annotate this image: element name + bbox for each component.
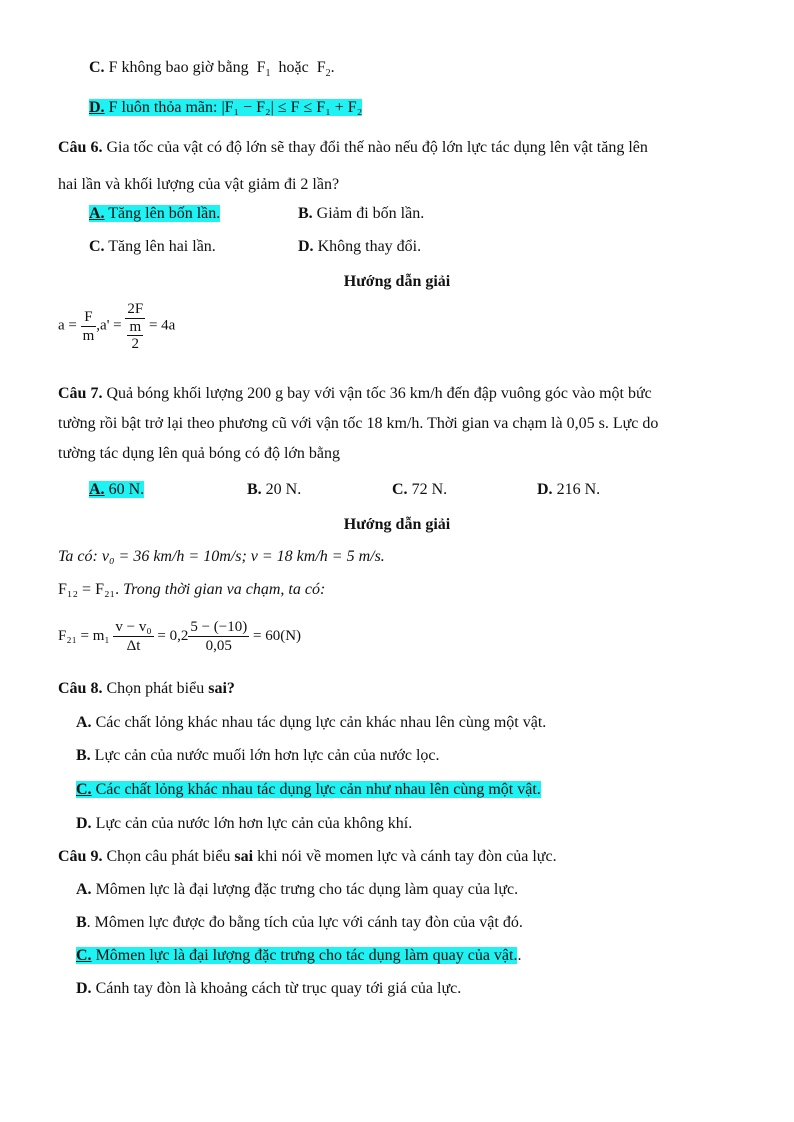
q5-formula: |F₁ − F₂| ≤ F ≤ F₁ + F₂ xyxy=(221,99,363,116)
q8-option-a: A. Các chất lỏng khác nhau tác dụng lực cản khác nhau lên cùng một vật. xyxy=(76,714,547,731)
q5-option-d: D. F luôn thỏa mãn: |F₁ − F₂| ≤ F ≤ F₁ + F₂ xyxy=(89,99,363,116)
q9-option-c: C. Mômen lực là đại lượng đặc trưng cho tác dụng làm quay của vật.. xyxy=(76,947,522,964)
q7-solution-line1: Ta có: v₀ = 36 km/h = 10m/s; v = 18 km/h = 5 m/s. xyxy=(58,548,385,565)
q7-option-d: D. 216 N. xyxy=(537,481,601,498)
q7-guide-title: Hướng dẫn giải xyxy=(343,516,451,533)
q6-question-cont: hai lần và khối lượng của vật giảm đi 2 lần? xyxy=(58,176,340,193)
q6-option-a: A. Tăng lên bốn lần. xyxy=(89,205,221,222)
q7-option-c: C. 72 N. xyxy=(392,481,448,498)
q9-option-a: A. Mômen lực là đại lượng đặc trưng cho tác dụng làm quay của lực. xyxy=(76,881,519,898)
q7-question-cont1: tường rồi bật trở lại theo phương cũ với vận tốc 18 km/h. Thời gian va chạm là 0,05 s. Lực do xyxy=(58,415,659,432)
q7-question: Câu 7. Quả bóng khối lượng 200 g bay với vận tốc 36 km/h đến đập vuông góc vào một bức xyxy=(58,385,652,402)
q9-option-b: B. Mômen lực được đo bằng tích của lực với cánh tay đòn của vật đó. xyxy=(76,914,523,931)
q7-solution-line2: F₁₂ = F₂₁. Trong thời gian va chạm, ta có: xyxy=(58,581,326,598)
q5-option-c: C. F không bao giờ bằng $F_1$ hoặc $F_2$. xyxy=(89,59,335,79)
q6-question: Câu 6. Gia tốc của vật có độ lớn sẽ thay đổi thế nào nếu độ lớn lực tác dụng lên vật tăng lên xyxy=(58,139,648,156)
q6-option-b: B. Giảm đi bốn lần. xyxy=(298,205,425,222)
q9-question: Câu 9. Chọn câu phát biểu sai khi nói về momen lực và cánh tay đòn của lực. xyxy=(58,848,557,865)
q8-option-b: B. Lực cản của nước muối lớn hơn lực cản của nước lọc. xyxy=(76,747,440,764)
q7-question-cont2: tường tác dụng lên quả bóng có độ lớn bằng xyxy=(58,445,340,462)
option-label: D. xyxy=(89,99,105,116)
q6-guide-title: Hướng dẫn giải xyxy=(343,273,451,290)
q7-option-b: B. 20 N. xyxy=(247,481,302,498)
q9-option-d: D. Cánh tay đòn là khoảng cách từ trục quay tới giá của lực. xyxy=(76,980,462,997)
q8-option-d: D. Lực cản của nước lớn hơn lực cản của không khí. xyxy=(76,815,413,832)
q7-option-a: A. 60 N. xyxy=(89,481,145,498)
q7-solution-formula: F₂₁ = m₁ $\frac{\text{v − v₀}}{\Delta t}$ = 0,2 $\frac{5 - (-10)}{0,05}$ = 60(N) xyxy=(58,619,302,654)
option-label: C. xyxy=(89,59,105,76)
q6-option-c: C. Tăng lên hai lần. xyxy=(89,238,216,255)
q6-option-d: D. Không thay đổi. xyxy=(298,238,422,255)
q6-solution-formula: a = $\frac{F}{m}$ ,a' = $\frac{2F}{\frac{m}{2}}$ = 4a xyxy=(58,301,176,352)
q8-option-c: C. Các chất lỏng khác nhau tác dụng lực cản như nhau lên cùng một vật. xyxy=(76,781,541,798)
q8-question: Câu 8. Chọn phát biểu sai? xyxy=(58,680,235,697)
